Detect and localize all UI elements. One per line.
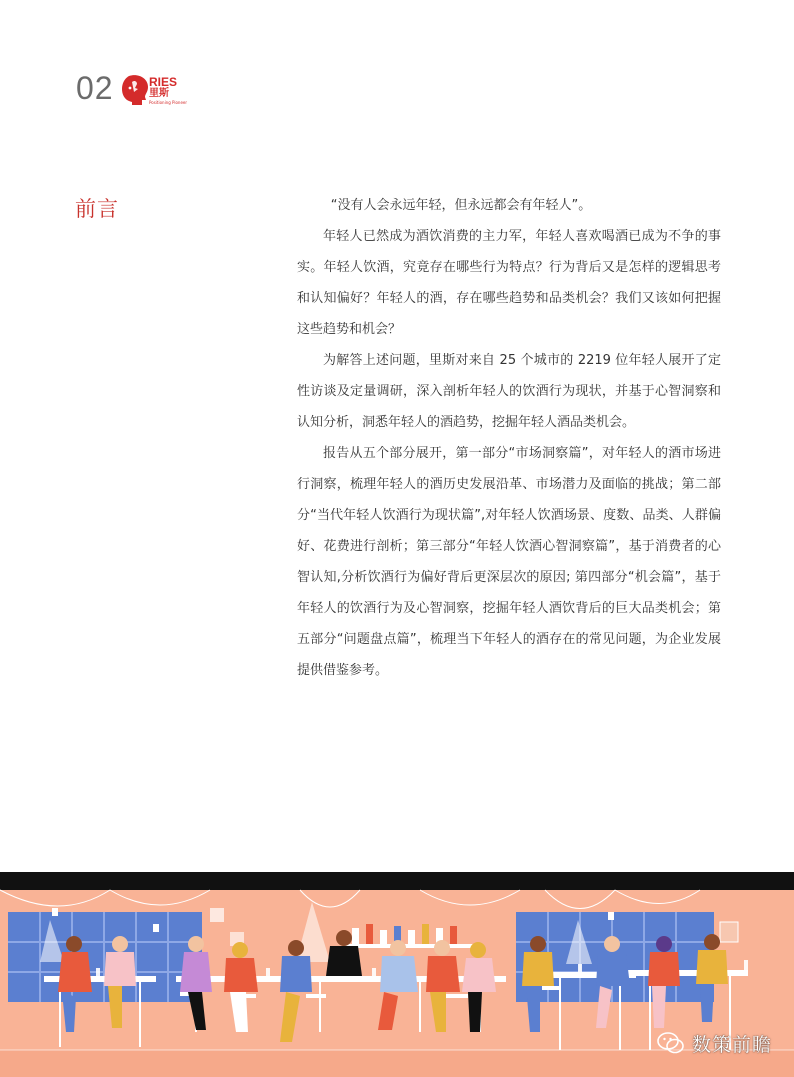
watermark-text: 数策前瞻 — [692, 1033, 773, 1056]
logo-text: RIES — [149, 75, 178, 89]
logo-tagline: Positioning Pioneer — [149, 100, 188, 105]
wechat-icon — [656, 1031, 686, 1055]
watermark — [656, 1028, 772, 1058]
preface-body — [297, 190, 721, 686]
page-number: 02 — [76, 70, 114, 106]
left-window — [8, 912, 202, 1002]
logo-cn-text: 里斯 — [149, 88, 169, 99]
logo-head-icon — [120, 74, 150, 106]
paragraph: 年轻人已然成为酒饮消费的主力军，年轻人喜欢喝酒已成为不争的事实。年轻人饮酒，究竟存在哪些行为特点？行为背后又是怎样的逻辑思考和认知偏好？年轻人的酒，存在哪些趋势和品类机会？我们又该如何把握这些趋势和机会？ — [297, 229, 721, 337]
paragraph: 为解答上述问题，里斯对来自 25 个城市的 2219 位年轻人展开了定性访谈及定量调研，深入剖析年轻人的饮酒行为现状，并基于心智洞察和认知分析，洞悉年轻人的酒趋势，挖掘年轻人酒品类机会。 — [297, 353, 721, 430]
ries-logo — [120, 74, 192, 108]
section-title: 前言 — [75, 197, 119, 221]
paragraph-quote: “没有人会永远年轻，但永远都会有年轻人”。 — [330, 198, 592, 213]
paragraph: 报告从五个部分展开，第一部分“市场洞察篇”，对年轻人的酒市场进行洞察，梳理年轻人的酒历史发展沿革、市场潜力及面临的挑战；第二部分“当代年轻人饮酒行为现状篇”,对年轻人饮酒场景、度数、品类、人群偏好、花费进行剖析；第三部分“年轻人饮酒心智洞察篇”，基于消费者的心智认知,分析饮酒行为偏好背后更深层次的原因; 第四部分“机会篇”，基于年轻人的饮酒行为及心智洞察，挖掘年轻人酒饮背后的巨大品类机会；第五部分“问题盘点篇”，梳理当下年轻人的酒存在的常见问题，为企业发展提供借鉴参考。 — [297, 446, 721, 678]
